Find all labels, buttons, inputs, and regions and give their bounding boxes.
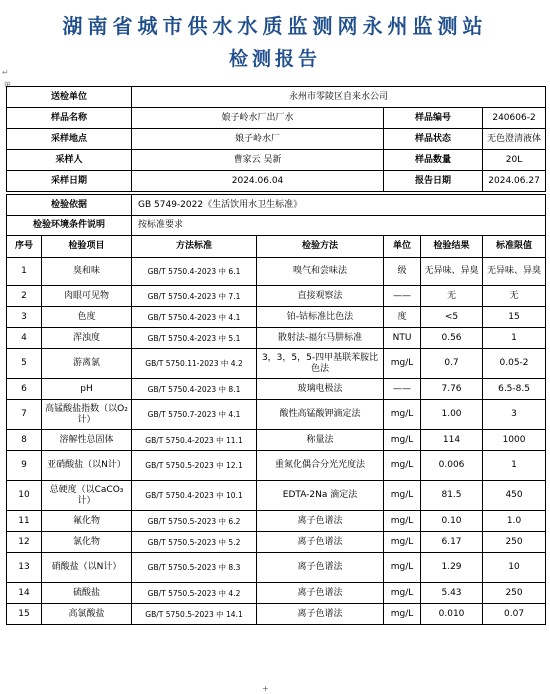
test-item: 亚硝酸盐（以N计） bbox=[42, 451, 132, 481]
test-item: pH bbox=[42, 379, 132, 400]
standard-limit: 1.0 bbox=[483, 511, 546, 532]
unit: NTU bbox=[384, 328, 421, 349]
test-item: 高锰酸盐指数（以O₂计） bbox=[42, 400, 132, 430]
standard-limit: 0.05-2 bbox=[483, 349, 546, 379]
test-result: 0.56 bbox=[421, 328, 483, 349]
row-number: 9 bbox=[7, 451, 42, 481]
test-result: 6.17 bbox=[421, 532, 483, 553]
sample-name-value: 娘子岭水厂出厂水 bbox=[132, 108, 384, 129]
report-title: 湖南省城市供水水质监测网永州监测站 bbox=[62, 14, 488, 38]
test-method: 离子色谱法 bbox=[257, 604, 384, 625]
sampler-label: 采样人 bbox=[7, 150, 132, 171]
add-row-icon[interactable]: + bbox=[262, 684, 269, 693]
method-standard: GB/T 5750.5-2023 中 4.2 bbox=[132, 583, 257, 604]
table-row bbox=[7, 258, 546, 286]
test-result: 0.7 bbox=[421, 349, 483, 379]
env-value: 按标准要求 bbox=[132, 216, 546, 236]
method-standard: GB/T 5750.5-2023 中 8.3 bbox=[132, 553, 257, 583]
method-standard: GB/T 5750.4-2023 中 7.1 bbox=[132, 286, 257, 307]
unit: mg/L bbox=[384, 451, 421, 481]
row-number: 7 bbox=[7, 400, 42, 430]
test-item: 浑浊度 bbox=[42, 328, 132, 349]
qty-label: 样品数量 bbox=[384, 150, 483, 171]
row-number: 14 bbox=[7, 583, 42, 604]
test-result: 5.43 bbox=[421, 583, 483, 604]
row-number: 10 bbox=[7, 481, 42, 511]
col-header: 序号 bbox=[7, 236, 42, 258]
row-number: 15 bbox=[7, 604, 42, 625]
test-method: 嗅气和尝味法 bbox=[257, 258, 384, 286]
qty-value: 20L bbox=[483, 150, 546, 171]
test-result: 1.29 bbox=[421, 553, 483, 583]
method-standard: GB/T 5750.5-2023 中 6.2 bbox=[132, 511, 257, 532]
method-standard: GB/T 5750.5-2023 中 14.1 bbox=[132, 604, 257, 625]
report-table bbox=[6, 86, 546, 625]
paragraph-mark-icon: ↵ bbox=[2, 68, 9, 77]
test-item: 肉眼可见物 bbox=[42, 286, 132, 307]
row-number: 2 bbox=[7, 286, 42, 307]
standard-limit: 3 bbox=[483, 400, 546, 430]
test-method: 离子色谱法 bbox=[257, 511, 384, 532]
test-result: 0.006 bbox=[421, 451, 483, 481]
date-value: 2024.06.04 bbox=[132, 171, 384, 192]
test-method: 玻璃电极法 bbox=[257, 379, 384, 400]
col-header: 方法标准 bbox=[132, 236, 257, 258]
unit-value: 永州市零陵区自来水公司 bbox=[132, 87, 546, 108]
unit: mg/L bbox=[384, 553, 421, 583]
row-number: 12 bbox=[7, 532, 42, 553]
env-label: 检验环境条件说明 bbox=[7, 216, 132, 236]
test-item: 硝酸盐（以N计） bbox=[42, 553, 132, 583]
test-result: 0.010 bbox=[421, 604, 483, 625]
table-row bbox=[7, 553, 546, 583]
standard-limit: 无异味、异臭 bbox=[483, 258, 546, 286]
col-header: 检验项目 bbox=[42, 236, 132, 258]
row-number: 13 bbox=[7, 553, 42, 583]
test-item: 高氯酸盐 bbox=[42, 604, 132, 625]
test-result: 114 bbox=[421, 430, 483, 451]
standard-limit: 250 bbox=[483, 532, 546, 553]
method-standard: GB/T 5750.11-2023 中 4.2 bbox=[132, 349, 257, 379]
table-row bbox=[7, 583, 546, 604]
col-header: 标准限值 bbox=[483, 236, 546, 258]
col-header: 检验方法 bbox=[257, 236, 384, 258]
basis-value: GB 5749-2022《生活饮用水卫生标准》 bbox=[132, 195, 546, 216]
test-method: 散射法-福尔马肼标准 bbox=[257, 328, 384, 349]
test-method: EDTA-2Na 滴定法 bbox=[257, 481, 384, 511]
test-method: 离子色谱法 bbox=[257, 553, 384, 583]
test-method: 酸性高锰酸钾滴定法 bbox=[257, 400, 384, 430]
site-value: 娘子岭水厂 bbox=[132, 129, 384, 150]
table-row bbox=[7, 451, 546, 481]
test-method: 称量法 bbox=[257, 430, 384, 451]
standard-limit: 无 bbox=[483, 286, 546, 307]
unit: 级 bbox=[384, 258, 421, 286]
state-label: 样品状态 bbox=[384, 129, 483, 150]
test-method: 直接观察法 bbox=[257, 286, 384, 307]
unit: mg/L bbox=[384, 349, 421, 379]
method-standard: GB/T 5750.4-2023 中 8.1 bbox=[132, 379, 257, 400]
test-method: 重氮化偶合分光光度法 bbox=[257, 451, 384, 481]
table-row bbox=[7, 379, 546, 400]
method-standard: GB/T 5750.7-2023 中 4.1 bbox=[132, 400, 257, 430]
unit: mg/L bbox=[384, 430, 421, 451]
test-result: 无异味、异臭 bbox=[421, 258, 483, 286]
table-move-handle-icon[interactable]: ⊞ bbox=[4, 80, 11, 89]
method-standard: GB/T 5750.4-2023 中 10.1 bbox=[132, 481, 257, 511]
test-item: 溶解性总固体 bbox=[42, 430, 132, 451]
col-header: 单位 bbox=[384, 236, 421, 258]
row-number: 8 bbox=[7, 430, 42, 451]
method-standard: GB/T 5750.4-2023 中 6.1 bbox=[132, 258, 257, 286]
row-number: 11 bbox=[7, 511, 42, 532]
standard-limit: 15 bbox=[483, 307, 546, 328]
report-subtitle: 检测报告 bbox=[228, 48, 321, 70]
test-result: 81.5 bbox=[421, 481, 483, 511]
test-result: 1.00 bbox=[421, 400, 483, 430]
table-row bbox=[7, 349, 546, 379]
sample-no-value: 240606-2 bbox=[483, 108, 546, 129]
row-number: 5 bbox=[7, 349, 42, 379]
unit: mg/L bbox=[384, 583, 421, 604]
test-method: 3，3，5，5-四甲基联苯胺比色法 bbox=[257, 349, 384, 379]
standard-limit: 450 bbox=[483, 481, 546, 511]
table-row bbox=[7, 328, 546, 349]
test-item: 氯化物 bbox=[42, 532, 132, 553]
standard-limit: 1 bbox=[483, 451, 546, 481]
test-method: 铂-钴标准比色法 bbox=[257, 307, 384, 328]
standard-limit: 1 bbox=[483, 328, 546, 349]
test-item: 总硬度（以CaCO₃计） bbox=[42, 481, 132, 511]
unit: —— bbox=[384, 379, 421, 400]
unit: mg/L bbox=[384, 604, 421, 625]
standard-limit: 0.07 bbox=[483, 604, 546, 625]
table-row bbox=[7, 307, 546, 328]
unit: mg/L bbox=[384, 532, 421, 553]
state-value: 无色澄清液体 bbox=[483, 129, 546, 150]
test-item: 硫酸盐 bbox=[42, 583, 132, 604]
date-label: 采样日期 bbox=[7, 171, 132, 192]
standard-limit: 250 bbox=[483, 583, 546, 604]
table-row bbox=[7, 481, 546, 511]
test-result: 无 bbox=[421, 286, 483, 307]
table-row bbox=[7, 604, 546, 625]
test-item: 臭和味 bbox=[42, 258, 132, 286]
method-standard: GB/T 5750.5-2023 中 5.2 bbox=[132, 532, 257, 553]
report-date-value: 2024.06.27 bbox=[483, 171, 546, 192]
table-row bbox=[7, 430, 546, 451]
unit-label: 送检单位 bbox=[7, 87, 132, 108]
test-item: 氟化物 bbox=[42, 511, 132, 532]
method-standard: GB/T 5750.4-2023 中 11.1 bbox=[132, 430, 257, 451]
method-standard: GB/T 5750.4-2023 中 5.1 bbox=[132, 328, 257, 349]
test-method: 离子色谱法 bbox=[257, 583, 384, 604]
sample-no-label: 样品编号 bbox=[384, 108, 483, 129]
method-standard: GB/T 5750.4-2023 中 4.1 bbox=[132, 307, 257, 328]
test-item: 色度 bbox=[42, 307, 132, 328]
method-standard: GB/T 5750.5-2023 中 12.1 bbox=[132, 451, 257, 481]
row-number: 6 bbox=[7, 379, 42, 400]
basis-label: 检验依据 bbox=[7, 195, 132, 216]
standard-limit: 10 bbox=[483, 553, 546, 583]
table-row bbox=[7, 400, 546, 430]
table-row bbox=[7, 532, 546, 553]
standard-limit: 1000 bbox=[483, 430, 546, 451]
report-date-label: 报告日期 bbox=[384, 171, 483, 192]
unit: mg/L bbox=[384, 400, 421, 430]
column-header-row bbox=[7, 236, 546, 258]
unit: mg/L bbox=[384, 481, 421, 511]
sample-name-label: 样品名称 bbox=[7, 108, 132, 129]
table-row bbox=[7, 286, 546, 307]
unit: —— bbox=[384, 286, 421, 307]
sampler-value: 曹家云 吴新 bbox=[132, 150, 384, 171]
row-number: 4 bbox=[7, 328, 42, 349]
row-number: 1 bbox=[7, 258, 42, 286]
test-result: 0.10 bbox=[421, 511, 483, 532]
unit: mg/L bbox=[384, 511, 421, 532]
test-item: 游离氯 bbox=[42, 349, 132, 379]
test-result: 7.76 bbox=[421, 379, 483, 400]
unit: 度 bbox=[384, 307, 421, 328]
test-result: <5 bbox=[421, 307, 483, 328]
row-number: 3 bbox=[7, 307, 42, 328]
table-row bbox=[7, 511, 546, 532]
site-label: 采样地点 bbox=[7, 129, 132, 150]
test-method: 离子色谱法 bbox=[257, 532, 384, 553]
col-header: 检验结果 bbox=[421, 236, 483, 258]
standard-limit: 6.5-8.5 bbox=[483, 379, 546, 400]
